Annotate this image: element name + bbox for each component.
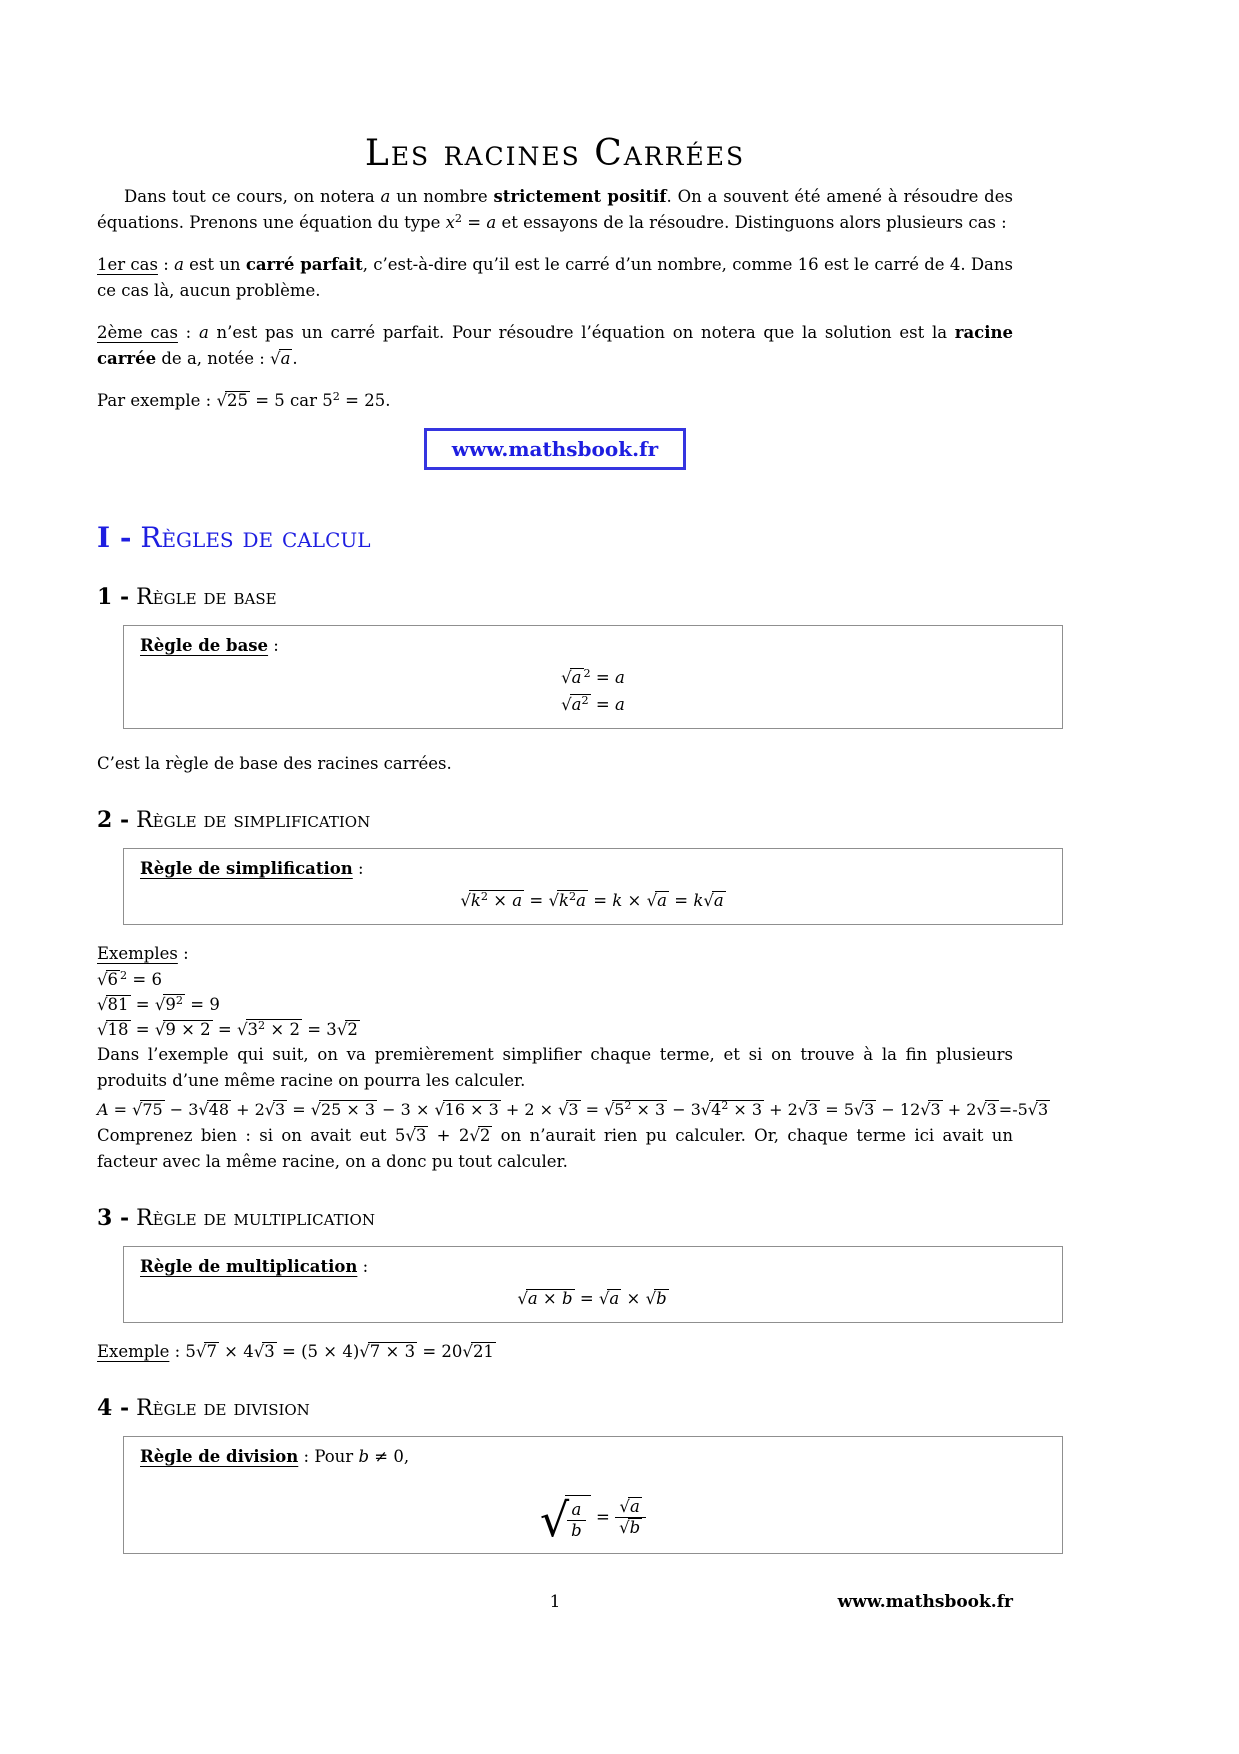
subsection-4-heading (97, 1395, 1013, 1422)
examples-label: Exemples : (97, 944, 189, 963)
rule-box-simplification-formulas (124, 887, 1062, 914)
formula-sqrt-a-squared-inside: $√a^2 = a$ (561, 693, 625, 714)
simplification-paragraph-2: Comprenez bien : si on avait eut 5√3 + 2√2 on n’aurait rien pu calculer. Or, chaque terme ici avait un facteur avec la même racine, on a donc pu tout calculer. (97, 1126, 1013, 1171)
subsection-2-number: 2 - (97, 807, 130, 833)
formula-multiplication: √a × b = √a × √b (517, 1289, 667, 1308)
rule-box-multiplication-formulas (124, 1285, 1062, 1312)
case-1-paragraph: 1er cas : a est un carré parfait, c’est-à-dire qu’il est le carré d’un nombre, comme 16 est le carré de 4. Dans ce cas là, aucun problème. (97, 255, 1013, 300)
rule-box-division-label: Règle de division : Pour b ≠ 0, (140, 1447, 410, 1466)
rule-box-multiplication-label: Règle de multiplication : (140, 1257, 369, 1276)
rule-box-base (123, 625, 1063, 729)
formula-simplification: $√k^2 \times a = √k^2a = k \times √a = k√a$ (460, 889, 724, 910)
subsection-1-number: 1 - (97, 584, 130, 610)
page-content (97, 0, 1049, 1554)
rule-box-base-label: Règle de base : (140, 636, 279, 655)
rule-box-simplification-label: Règle de simplification : (140, 859, 364, 878)
section-number: I - (97, 521, 132, 554)
document-title: Les racines Carrées (364, 133, 746, 174)
intro-paragraph: Dans tout ce cours, on notera a un nombre strictement positif. On a souvent été amené à résoudre des équations. Prenons une équation du type $x^2 = a$ et essayons de la résoudre. Distinguons alors plusieurs cas : (97, 187, 1013, 232)
multiplication-example-line: Exemple : 5√7 × 4√3 = (5 × 4)√7 × 3 = 20√21 (97, 1342, 494, 1361)
example-sqrt25-paragraph: Par exemple : √25 = 5 car $5^2 = 25$. (97, 389, 391, 410)
rule-box-base-formulas (124, 664, 1062, 718)
subsection-2-heading (97, 807, 1013, 834)
badge-row (97, 428, 1013, 470)
formula-sqrt-a-squared-outside: √a $^2$ = a (561, 666, 625, 687)
page-number: 1 (549, 1592, 561, 1612)
example-line-2: $√81 = √9^2 = 9$ (97, 993, 220, 1014)
case-2-paragraph: 2ème cas : a n’est pas un carré parfait. Pour résoudre l’équation on notera que la solution est la racine carrée de a, notée : √a . (97, 323, 1013, 368)
example-line-1: √6 $^2$ = 6 (97, 968, 162, 989)
subsection-1-label: Règle de base (136, 585, 277, 610)
subsection-4-number: 4 - (97, 1395, 130, 1421)
rule-box-division (123, 1436, 1063, 1554)
subsection-3-number: 3 - (97, 1205, 130, 1231)
subsection-2-label: Règle de simplification (136, 808, 371, 833)
rule-box-simplification (123, 848, 1063, 925)
example-line-3: $√18 = √9 \times 2 = √3^2 \times 2 = 3√2$ (97, 1018, 358, 1039)
subsection-1-heading (97, 584, 1013, 611)
section-label: Règles de calcul (140, 521, 371, 554)
section-1-heading (97, 522, 1013, 554)
formula-division: √ $\frac{a}{b}$ = $\frac{√a}{√b}$ (124, 1495, 1062, 1541)
calculation-line-A: $A = √75 - 3√48 + 2√3 = √25 \times 3 - 3 \times √16 \times 3 + 2 \times √3 = √5^2 \times 3 - 3√4^2 \times 3 + 2√3 = 5√3 - 12√3 + 2√3 =-5√3$ (97, 1099, 1049, 1119)
mathsbook-badge-link[interactable]: www.mathsbook.fr (424, 428, 686, 470)
subsection-3-heading (97, 1205, 1013, 1232)
subsection-4-label: Règle de division (136, 1396, 310, 1421)
footer-site-link[interactable]: www.mathsbook.fr (837, 1592, 1013, 1612)
page-footer (97, 1592, 1013, 1618)
base-rule-note: C’est la règle de base des racines carrées. (97, 754, 452, 773)
subsection-3-label: Règle de multiplication (136, 1206, 375, 1231)
rule-box-multiplication (123, 1246, 1063, 1323)
simplification-paragraph-1: Dans l’exemple qui suit, on va premièrement simplifier chaque terme, et si on trouve à la fin plusieurs produits d’une même racine on pourra les calculer. (97, 1045, 1013, 1090)
